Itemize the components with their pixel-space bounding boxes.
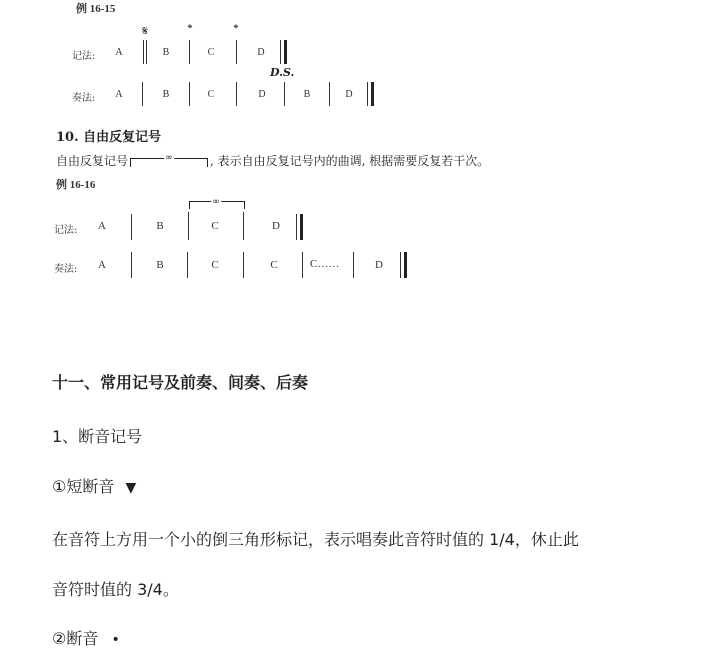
measure-letter: C bbox=[207, 89, 215, 100]
barline bbox=[236, 40, 237, 64]
item-short-staccato bbox=[52, 474, 136, 497]
final-barline bbox=[404, 252, 407, 278]
measure-letter: C bbox=[207, 47, 215, 58]
measure-letter: D bbox=[258, 89, 266, 100]
barline bbox=[187, 252, 188, 278]
final-barline bbox=[371, 82, 374, 106]
notation-label: 记法: bbox=[72, 51, 96, 62]
measure-letter: D bbox=[272, 220, 280, 232]
measure-letter: A bbox=[98, 259, 106, 271]
barline bbox=[188, 212, 189, 240]
section-description bbox=[56, 152, 489, 169]
barline bbox=[329, 82, 330, 106]
inverted-triangle-icon: ▼ bbox=[125, 480, 137, 496]
final-barline bbox=[284, 40, 287, 64]
measure-letter: C…… bbox=[310, 258, 340, 270]
example-label: 例 16-16 bbox=[56, 179, 96, 191]
notation-label: 记法: bbox=[54, 225, 78, 236]
coda-icon: 𝄌 bbox=[233, 22, 239, 37]
final-barline bbox=[300, 214, 303, 240]
section-title: 10. 自由反复记号 bbox=[56, 130, 162, 145]
barline bbox=[189, 40, 190, 64]
paragraph-line: 在音符上方用一个小的倒三角形标记，表示唱奏此音符时值的 1/4，休止此 bbox=[52, 530, 579, 549]
barline bbox=[143, 40, 144, 64]
barline bbox=[243, 252, 244, 278]
performance-label: 奏法: bbox=[72, 93, 96, 104]
barline bbox=[284, 82, 285, 106]
measure-letter: B bbox=[156, 259, 164, 271]
barline bbox=[142, 82, 143, 106]
description-suffix: , 表示自由反复记号内的曲调, 根据需要反复若干次。 bbox=[210, 154, 490, 168]
performance-label: 奏法: bbox=[54, 264, 78, 275]
free-repeat-bracket bbox=[128, 152, 210, 168]
barline bbox=[189, 82, 190, 106]
description-prefix: 自由反复记号 bbox=[56, 154, 129, 168]
section-heading: 十一、常用记号及前奏、间奏、后奏 bbox=[52, 373, 309, 392]
coda-icon: 𝄌 bbox=[187, 22, 193, 37]
barline bbox=[353, 252, 354, 278]
measure-letter: A bbox=[115, 47, 123, 58]
measure-letter: C bbox=[211, 259, 219, 271]
measure-letter: B bbox=[162, 47, 170, 58]
measure-letter: A bbox=[98, 220, 106, 232]
infinity-icon: ∞ bbox=[212, 197, 220, 207]
sub-heading: 1、断音记号 bbox=[52, 427, 143, 446]
dot-icon: • bbox=[111, 632, 120, 648]
barline bbox=[296, 214, 297, 240]
example-label: 例 16-15 bbox=[76, 3, 116, 15]
ds-mark: D.S. bbox=[270, 66, 295, 79]
measure-letter: D bbox=[257, 47, 265, 58]
barline bbox=[243, 212, 244, 240]
measure-letter: C bbox=[270, 259, 278, 271]
barline bbox=[302, 252, 303, 278]
barline bbox=[400, 252, 401, 278]
segno-icon: 𝄋 bbox=[142, 24, 148, 39]
measure-letter: C bbox=[211, 220, 219, 232]
barline bbox=[146, 40, 147, 64]
barline bbox=[131, 214, 132, 240]
barline bbox=[236, 82, 237, 106]
paragraph-line: 音符时值的 3/4。 bbox=[52, 580, 179, 599]
item-staccato bbox=[52, 626, 120, 649]
barline bbox=[280, 40, 281, 64]
measure-letter: D bbox=[375, 259, 383, 271]
infinity-icon: ∞ bbox=[165, 152, 173, 163]
measure-letter: B bbox=[303, 89, 311, 100]
barline bbox=[367, 82, 368, 106]
measure-letter: A bbox=[115, 89, 123, 100]
barline bbox=[131, 252, 132, 278]
measure-letter: D bbox=[345, 89, 353, 100]
item-label: ①短断音 bbox=[52, 477, 115, 496]
measure-letter: B bbox=[162, 89, 170, 100]
item-label: ②断音 bbox=[52, 629, 99, 648]
measure-letter: B bbox=[156, 220, 164, 232]
